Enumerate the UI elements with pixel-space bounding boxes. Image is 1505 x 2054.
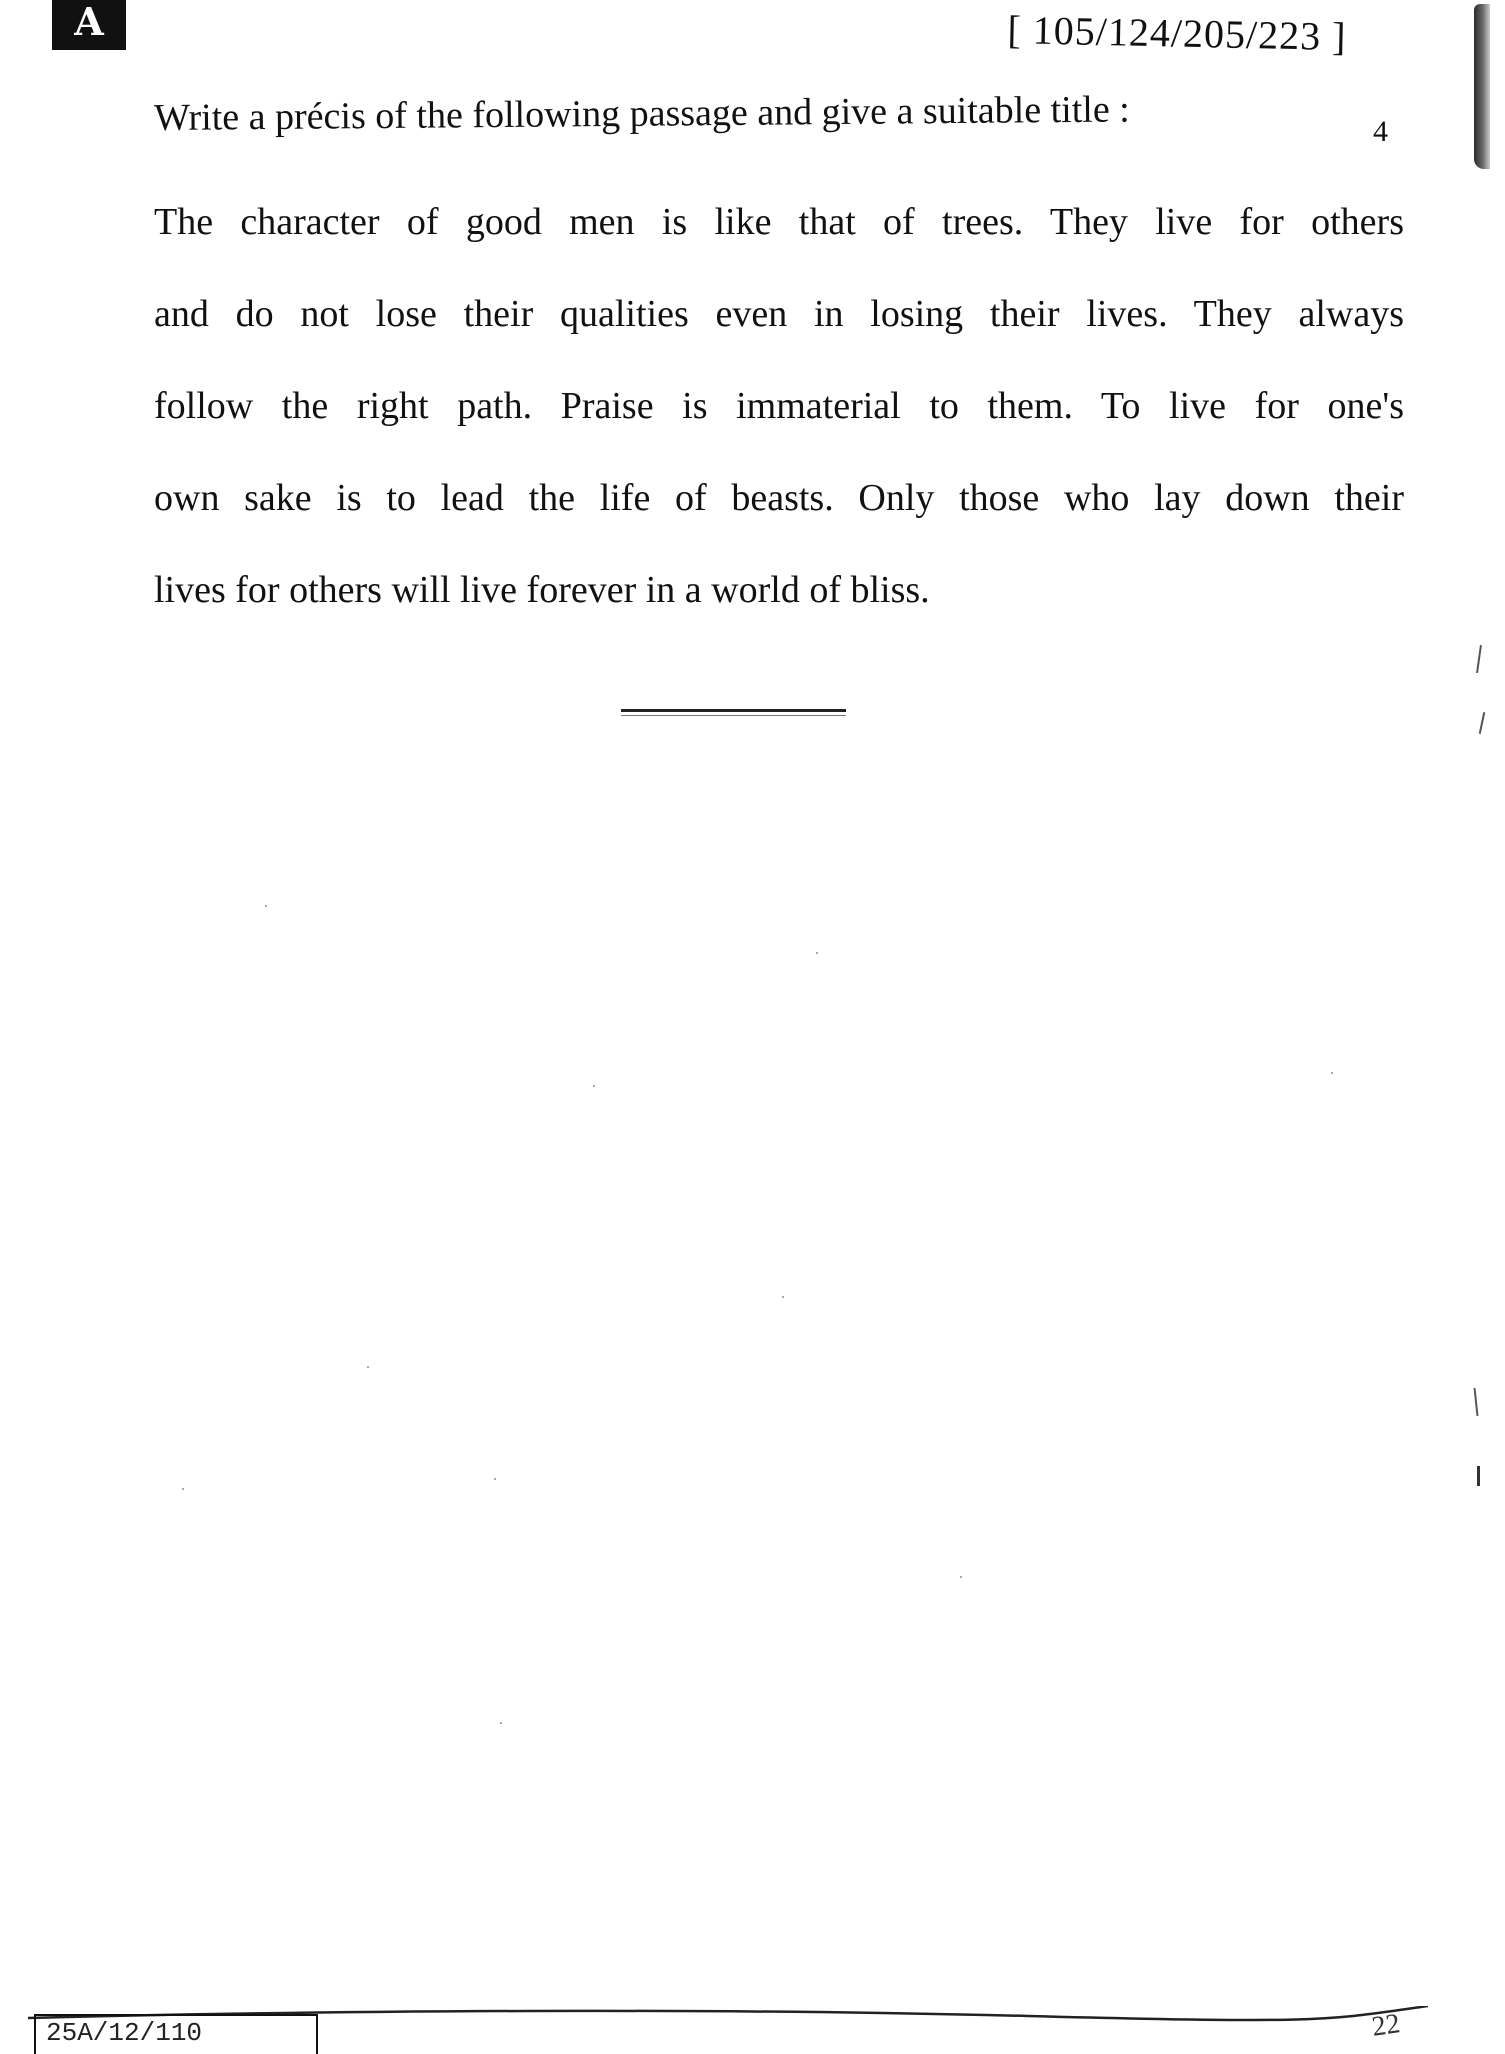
- scan-speck: [182, 1488, 184, 1490]
- scan-speck: [494, 1478, 496, 1480]
- scan-speck: [782, 1296, 784, 1298]
- passage-line: own sake is to lead the life of beasts. Only those who lay down their: [154, 477, 1404, 519]
- scan-mark: [1479, 712, 1486, 734]
- footer-page-number: 22: [1369, 2008, 1402, 2043]
- passage-line: and do not lose their qualities even in losing their lives. They always: [154, 293, 1404, 335]
- section-label-badge: A: [52, 0, 126, 50]
- passage: [154, 198, 1404, 658]
- question-marks: 4: [1373, 115, 1388, 148]
- footer-code-box: 25A/12/110: [34, 2014, 318, 2054]
- scan-speck: [816, 952, 818, 954]
- scan-speck: [593, 1085, 595, 1087]
- question-prompt: Write a précis of the following passage and give a suitable title :: [154, 88, 1130, 139]
- scan-speck: [500, 1722, 502, 1724]
- scan-speck: [1331, 1072, 1333, 1074]
- scan-speck: [960, 1576, 962, 1578]
- scan-speck: [265, 905, 267, 907]
- end-of-question-rule: [621, 709, 846, 712]
- scan-speck: [367, 1366, 369, 1368]
- passage-line: lives for others will live forever in a world of bliss.: [154, 569, 930, 611]
- scan-mark: [1476, 645, 1482, 673]
- passage-line: follow the right path. Praise is immaterial to them. To live for one's: [154, 385, 1404, 427]
- passage-line: The character of good men is like that of trees. They live for others: [154, 201, 1404, 243]
- scan-mark: [1477, 1466, 1480, 1486]
- paper-code: [ 105/124/205/223 ]: [1007, 6, 1347, 60]
- scan-mark: [1474, 1388, 1479, 1416]
- scan-edge-shadow: [1474, 4, 1490, 169]
